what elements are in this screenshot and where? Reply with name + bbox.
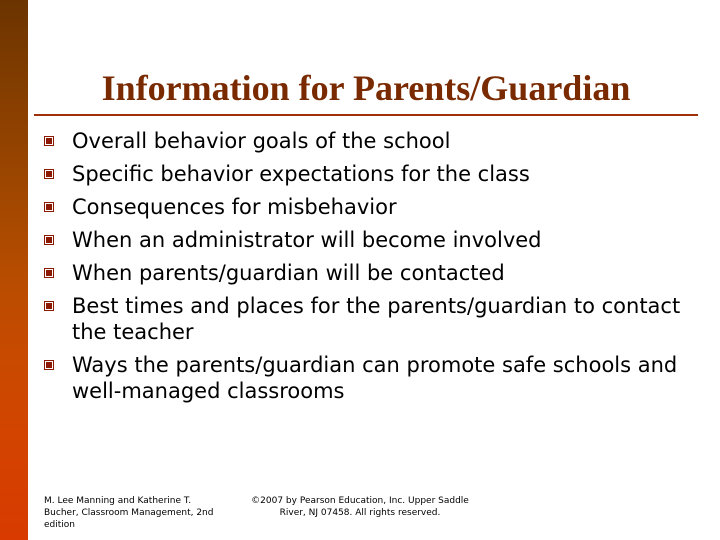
- list-item: [44, 352, 684, 404]
- footer-copyright: ©2007 by Pearson Education, Inc. Upper Saddle River, NJ 07458. All rights reserved.: [251, 496, 469, 518]
- hollow-square-bullet-icon: [44, 268, 54, 278]
- list-item: [44, 227, 684, 253]
- list-item: [44, 260, 684, 286]
- decorative-left-bar: [0, 0, 28, 540]
- list-item: [44, 161, 684, 187]
- bullet-text: Specific behavior expectations for the class: [72, 162, 530, 186]
- bullet-text: Consequences for misbehavior: [72, 195, 397, 219]
- list-item: [44, 194, 684, 220]
- list-item: [44, 293, 684, 345]
- hollow-square-bullet-icon: [44, 169, 54, 179]
- hollow-square-bullet-icon: [44, 301, 54, 311]
- title-divider: [34, 114, 698, 116]
- footer-attribution: M. Lee Manning and Katherine T. Bucher, Classroom Management, 2nd edition: [44, 496, 214, 530]
- hollow-square-bullet-icon: [44, 136, 54, 146]
- list-item: [44, 128, 684, 154]
- slide-title: Information for Parents/Guardian: [101, 68, 631, 108]
- bullet-text: When an administrator will become involved: [72, 228, 542, 252]
- bullet-text: Ways the parents/guardian can promote safe schools and well-managed classrooms: [72, 353, 678, 403]
- hollow-square-bullet-icon: [44, 360, 54, 370]
- bullet-text: When parents/guardian will be contacted: [72, 261, 505, 285]
- bullet-text: Best times and places for the parents/guardian to contact the teacher: [72, 294, 681, 344]
- hollow-square-bullet-icon: [44, 202, 54, 212]
- hollow-square-bullet-icon: [44, 235, 54, 245]
- bullet-text: Overall behavior goals of the school: [72, 129, 451, 153]
- bullet-list: [44, 128, 684, 411]
